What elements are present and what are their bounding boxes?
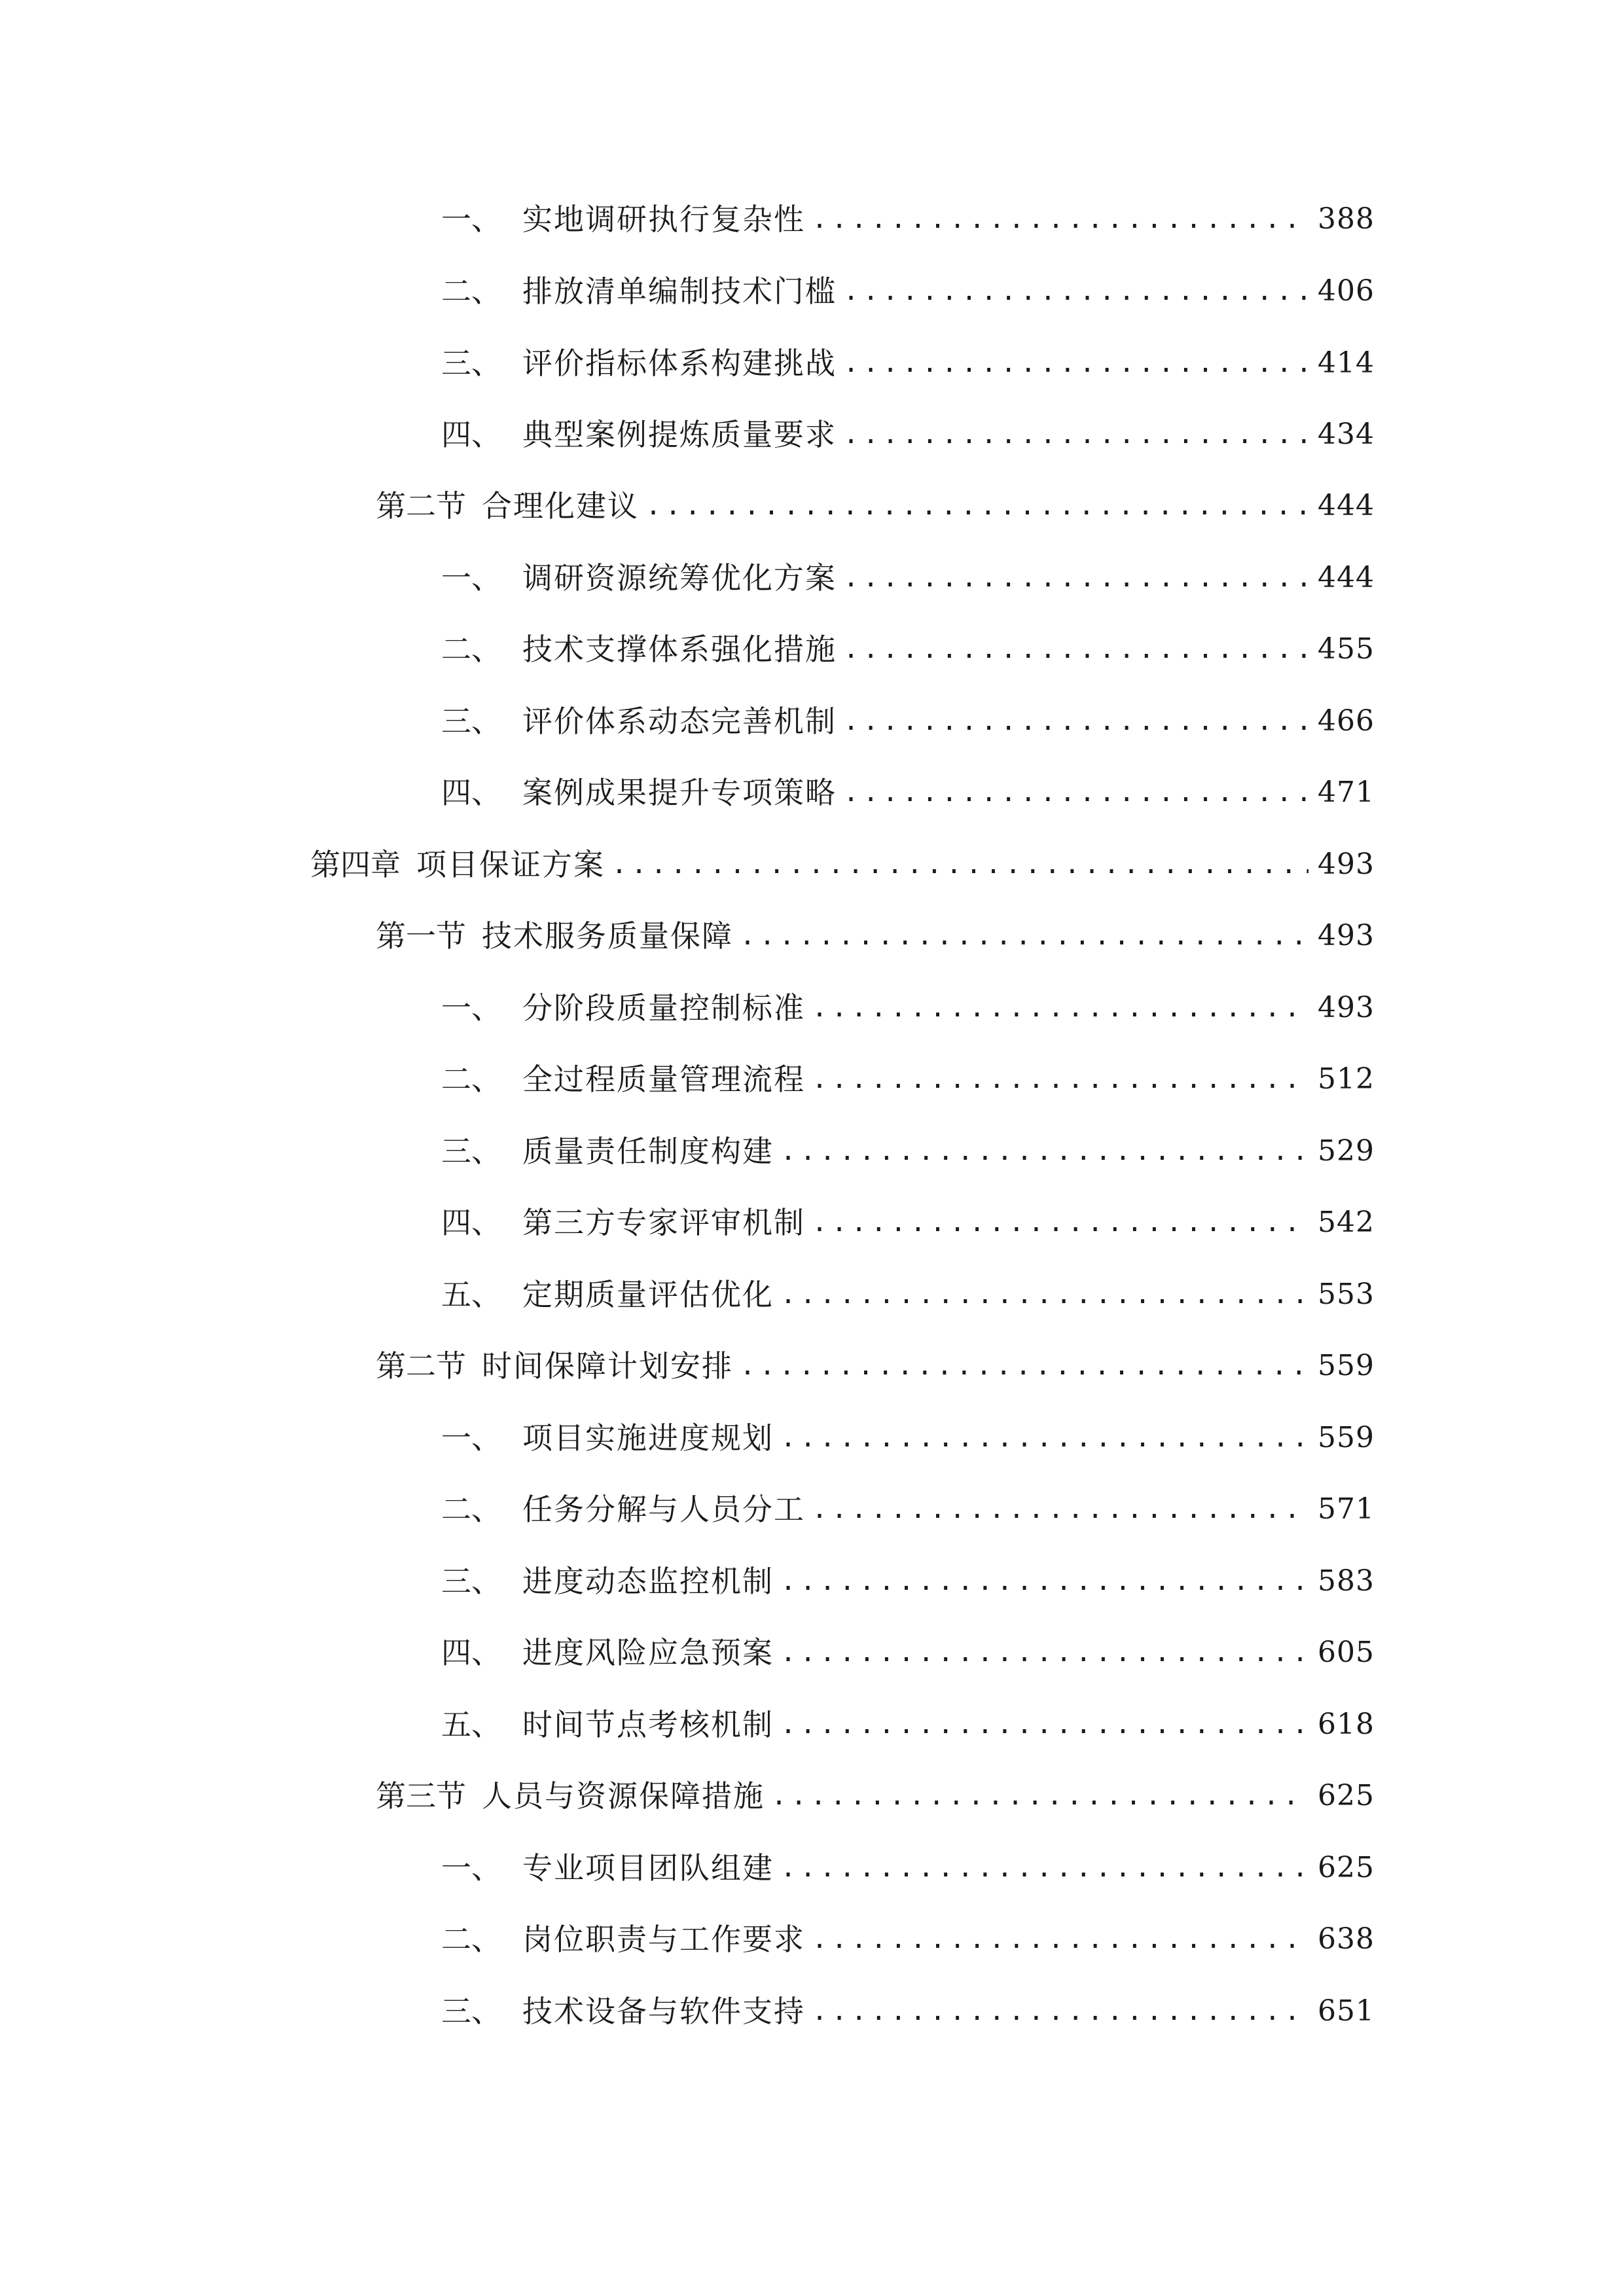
toc-entry[interactable] [441, 265, 1375, 317]
toc-entry-marker: 三、 [441, 346, 501, 381]
toc-section-title: 人员与资源保障措施 [482, 1778, 765, 1814]
toc-dot-leader [843, 552, 1308, 604]
toc-section-title: 时间保障计划安排 [482, 1348, 733, 1384]
toc-entry-marker: 二、 [441, 632, 501, 667]
toc-chapter-title: 项目保证方案 [416, 847, 605, 882]
toc-entry-marker: 五、 [441, 1707, 501, 1742]
toc-entry-title: 进度风险应急预案 [522, 1635, 774, 1670]
toc-entry-title: 评价体系动态完善机制 [522, 704, 837, 739]
toc-section-marker: 第二节 [376, 488, 466, 524]
toc-entry-marker: 一、 [441, 1420, 501, 1456]
toc-dot-leader [611, 838, 1308, 891]
toc-dot-leader [645, 480, 1308, 532]
toc-entry-marker: 三、 [441, 704, 501, 739]
toc-entry-title: 岗位职责与工作要求 [522, 1922, 805, 1957]
toc-dot-leader [771, 1770, 1308, 1822]
toc-entry-page: 651 [1318, 1994, 1375, 2028]
toc-dot-leader [780, 1125, 1308, 1177]
toc-dot-leader [740, 910, 1308, 962]
toc-dot-leader [812, 1196, 1308, 1249]
toc-entry-page: 529 [1318, 1134, 1375, 1168]
toc-entry-marker: 四、 [441, 1205, 501, 1240]
toc-entry-title: 技术设备与软件支持 [522, 1994, 805, 2029]
toc-entry-title: 技术支撑体系强化措施 [522, 632, 837, 667]
toc-entry-marker: 二、 [441, 1922, 501, 1957]
toc-entry[interactable] [441, 1555, 1375, 1607]
toc-entry[interactable] [441, 982, 1375, 1034]
toc-entry[interactable] [441, 695, 1375, 747]
toc-entry[interactable] [441, 1268, 1375, 1321]
toc-dot-leader [740, 1340, 1308, 1392]
toc-entry-page: 559 [1318, 1421, 1375, 1454]
toc-dot-leader [780, 1412, 1308, 1464]
toc-dot-leader [812, 1985, 1308, 2037]
toc-section-entry[interactable] [376, 910, 1375, 962]
toc-entry-page: 493 [1318, 919, 1375, 952]
toc-entry-title: 任务分解与人员分工 [522, 1492, 805, 1527]
toc-entry-page: 444 [1318, 489, 1375, 522]
toc-entry[interactable] [441, 766, 1375, 819]
toc-entry-title: 案例成果提升专项策略 [522, 775, 837, 810]
toc-dot-leader [780, 1555, 1308, 1607]
toc-entry-marker: 三、 [441, 1994, 501, 2029]
toc-entry-title: 时间节点考核机制 [522, 1707, 774, 1742]
toc-entry[interactable] [441, 337, 1375, 389]
toc-entry-page: 512 [1318, 1062, 1375, 1096]
toc-entry-page: 559 [1318, 1349, 1375, 1382]
toc-entry-marker: 二、 [441, 274, 501, 309]
toc-entry-page: 583 [1318, 1564, 1375, 1598]
toc-entry-page: 625 [1318, 1851, 1375, 1884]
toc-entry-title: 项目实施进度规划 [522, 1420, 774, 1456]
toc-section-marker: 第二节 [376, 1348, 466, 1384]
toc-entry-title: 评价指标体系构建挑战 [522, 346, 837, 381]
toc-dot-leader [812, 1913, 1308, 1965]
toc-dot-leader [812, 193, 1308, 245]
toc-entry[interactable] [441, 1483, 1375, 1535]
toc-entry-page: 471 [1318, 776, 1375, 809]
toc-section-entry[interactable] [376, 1340, 1375, 1392]
toc-section-marker: 第三节 [376, 1778, 466, 1814]
toc-section-title: 合理化建议 [482, 488, 639, 524]
toc-entry-marker: 二、 [441, 1492, 501, 1527]
toc-entry-page: 406 [1318, 274, 1375, 308]
toc-entry[interactable] [441, 552, 1375, 604]
toc-entry-marker: 一、 [441, 1850, 501, 1886]
toc-entry[interactable] [441, 1698, 1375, 1751]
toc-section-title: 技术服务质量保障 [482, 918, 733, 954]
toc-dot-leader [843, 766, 1308, 819]
toc-dot-leader [812, 1483, 1308, 1535]
toc-dot-leader [780, 1626, 1308, 1679]
toc-dot-leader [843, 265, 1308, 317]
toc-dot-leader [843, 695, 1308, 747]
toc-entry-marker: 四、 [441, 417, 501, 452]
toc-section-entry[interactable] [376, 480, 1375, 532]
toc-entry-marker: 四、 [441, 775, 501, 810]
toc-entry-marker: 三、 [441, 1134, 501, 1169]
toc-entry-page: 466 [1318, 704, 1375, 738]
toc-entry-title: 第三方专家评审机制 [522, 1205, 805, 1240]
toc-chapter-entry[interactable] [310, 838, 1375, 891]
toc-dot-leader [780, 1842, 1308, 1894]
toc-entry[interactable] [441, 408, 1375, 461]
toc-entry-title: 实地调研执行复杂性 [522, 202, 805, 237]
toc-entry[interactable] [441, 1125, 1375, 1177]
toc-entry-page: 444 [1318, 561, 1375, 594]
toc-section-entry[interactable] [376, 1770, 1375, 1822]
toc-entry-page: 553 [1318, 1278, 1375, 1311]
toc-entry-title: 定期质量评估优化 [522, 1277, 774, 1312]
toc-entry-title: 质量责任制度构建 [522, 1134, 774, 1169]
toc-entry-page: 388 [1318, 202, 1375, 236]
toc-dot-leader [780, 1268, 1308, 1321]
toc-entry[interactable] [441, 623, 1375, 675]
toc-entry-page: 542 [1318, 1206, 1375, 1239]
toc-entry-page: 618 [1318, 1708, 1375, 1741]
toc-chapter-marker: 第四章 [310, 847, 401, 882]
toc-entry-page: 625 [1318, 1779, 1375, 1812]
toc-entry-title: 典型案例提炼质量要求 [522, 417, 837, 452]
toc-entry-marker: 二、 [441, 1062, 501, 1097]
toc-entry-title: 进度动态监控机制 [522, 1564, 774, 1599]
toc-entry-marker: 一、 [441, 560, 501, 596]
toc-entry-marker: 一、 [441, 990, 501, 1026]
toc-entry-marker: 一、 [441, 202, 501, 237]
toc-entry-page: 455 [1318, 632, 1375, 666]
toc-entry-title: 专业项目团队组建 [522, 1850, 774, 1886]
toc-entry-marker: 五、 [441, 1277, 501, 1312]
toc-dot-leader [780, 1698, 1308, 1751]
toc-entry-page: 638 [1318, 1922, 1375, 1956]
toc-entry[interactable] [441, 1842, 1375, 1894]
toc-entry[interactable] [441, 1196, 1375, 1249]
toc-entry-marker: 三、 [441, 1564, 501, 1599]
toc-dot-leader [812, 982, 1308, 1034]
toc-dot-leader [843, 623, 1308, 675]
toc-dot-leader [843, 337, 1308, 389]
toc-entry-title: 分阶段质量控制标准 [522, 990, 805, 1026]
toc-entry-title: 调研资源统筹优化方案 [522, 560, 837, 596]
toc-entry-title: 全过程质量管理流程 [522, 1062, 805, 1097]
toc-entry[interactable] [441, 1412, 1375, 1464]
toc-entry[interactable] [441, 193, 1375, 245]
toc-entry-page: 605 [1318, 1636, 1375, 1669]
toc-entry-page: 414 [1318, 346, 1375, 380]
toc-dot-leader [812, 1053, 1308, 1105]
toc-entry-marker: 四、 [441, 1635, 501, 1670]
toc-entry-page: 493 [1318, 848, 1375, 881]
toc-entry[interactable] [441, 1053, 1375, 1105]
toc-entry[interactable] [441, 1985, 1375, 2037]
toc-dot-leader [843, 408, 1308, 461]
toc-entry-page: 493 [1318, 991, 1375, 1024]
toc-entry[interactable] [441, 1626, 1375, 1679]
toc-entry-page: 434 [1318, 418, 1375, 451]
toc-entry-page: 571 [1318, 1492, 1375, 1526]
toc-section-marker: 第一节 [376, 918, 466, 954]
toc-entry[interactable] [441, 1913, 1375, 1965]
toc-entry-title: 排放清单编制技术门槛 [522, 274, 837, 309]
